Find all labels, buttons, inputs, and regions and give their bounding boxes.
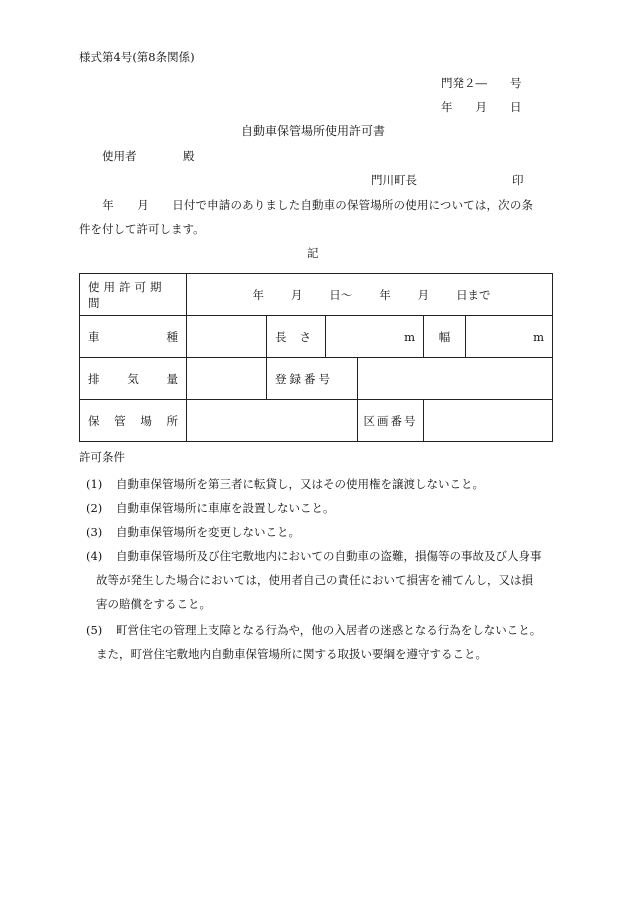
condition-text-line-2: 故等が発生した場合においては，使用者自己の責任において損害を補てんし，又は損 [96, 573, 533, 587]
period-start-day: 日～ [329, 287, 353, 302]
addressee-honorific: 殿 [183, 149, 195, 163]
condition-text-line-1: 町営住宅の管理上支障となる行為や，他の入居者の迷惑となる行為をしないこと。 [116, 623, 542, 637]
conditions-heading: 許可条件 [79, 450, 125, 464]
label-char: 所 [166, 413, 178, 428]
label-char: 量 [166, 371, 178, 386]
label-char: 種 [166, 329, 178, 344]
vehicle-type-label-cell [80, 316, 187, 358]
registration-value-cell [358, 358, 553, 400]
length-label-cell [267, 316, 326, 358]
storage-label-cell [80, 400, 187, 442]
ki-heading: 記 [307, 246, 319, 260]
condition-number: (1) [86, 477, 103, 491]
condition-item [86, 520, 548, 544]
period-label: 使用許可期間 [88, 279, 166, 310]
condition-item [86, 544, 548, 616]
issuer-name: 門川町長 [371, 173, 417, 187]
document-title: 自動車保管場所使用許可書 [241, 124, 386, 138]
condition-text-line-2: また，町営住宅敷地内自動車保管場所に関する取扱い要綱を遵守すること。 [96, 647, 487, 661]
label-char: 気 [127, 371, 139, 386]
form-reference: 様式第4号(第8条関係) [79, 50, 195, 64]
length-label [275, 329, 311, 345]
vehicle-type-label [88, 329, 178, 345]
condition-text-line-1: 自動車保管場所及び住宅敷地内においての自動車の盗難，損傷等の事故及び人身事 [116, 549, 542, 563]
lot-number-label-cell [358, 400, 424, 442]
lot-number-value-cell [424, 400, 553, 442]
period-end-month: 月 [417, 287, 430, 302]
condition-number: (2) [86, 501, 103, 515]
period-label-cell [80, 274, 187, 316]
displacement-label-cell [80, 358, 187, 400]
period-start-year: 年 [252, 287, 264, 302]
label-char: さ [299, 329, 311, 344]
vehicle-type-value-cell [187, 316, 267, 358]
seal-mark: 印 [512, 173, 524, 187]
table-row [80, 316, 553, 358]
period-end-day: 日まで [456, 287, 491, 302]
width-label: 幅 [438, 329, 451, 344]
width-unit: m [533, 329, 545, 344]
condition-number: (4) [86, 549, 103, 563]
label-char: 管 [114, 413, 126, 428]
label-char: 長 [275, 329, 287, 344]
issue-date: 年 月 日 [441, 100, 522, 114]
displacement-value-cell [187, 358, 267, 400]
table-row [80, 274, 553, 316]
condition-item [86, 472, 548, 496]
displacement-label [88, 371, 178, 387]
table-row [80, 400, 553, 442]
document-number: 門発２― 号 [441, 76, 522, 90]
body-text-line-1: 年 月 日付で申請のありました自動車の保管場所の使用については，次の条 [79, 198, 534, 212]
table-row [80, 358, 553, 400]
condition-number: (3) [86, 525, 103, 539]
condition-text: 自動車保管場所に車庫を設置しないこと。 [116, 501, 335, 515]
permit-table [79, 273, 553, 442]
storage-label [88, 413, 178, 429]
label-char: 排 [88, 371, 100, 386]
period-start-month: 月 [290, 287, 303, 302]
width-label-cell [424, 316, 466, 358]
label-char: 車 [88, 329, 100, 344]
storage-value-cell [187, 400, 358, 442]
label-char: 保 [88, 413, 100, 428]
addressee-label: 使用者 [102, 149, 137, 163]
condition-text: 自動車保管場所を変更しないこと。 [116, 525, 300, 539]
length-value-cell [326, 316, 424, 358]
condition-text: 自動車保管場所を第三者に転貸し，又はその使用権を譲渡しないこと。 [116, 477, 484, 491]
condition-number: (5) [86, 623, 103, 637]
body-text-line-2: 件を付して許可します。 [79, 222, 205, 236]
period-end-year: 年 [379, 287, 391, 302]
lot-number-label: 区画番号 [363, 413, 418, 428]
condition-text-line-3: 害の賠償をすること。 [96, 597, 211, 611]
condition-item [86, 496, 548, 520]
condition-item [86, 618, 548, 666]
registration-label-cell [267, 358, 358, 400]
length-unit: m [404, 329, 415, 344]
registration-label: 登録番号 [275, 371, 333, 386]
width-value-cell [466, 316, 553, 358]
label-char: 場 [140, 413, 152, 428]
period-value-cell [187, 274, 553, 316]
